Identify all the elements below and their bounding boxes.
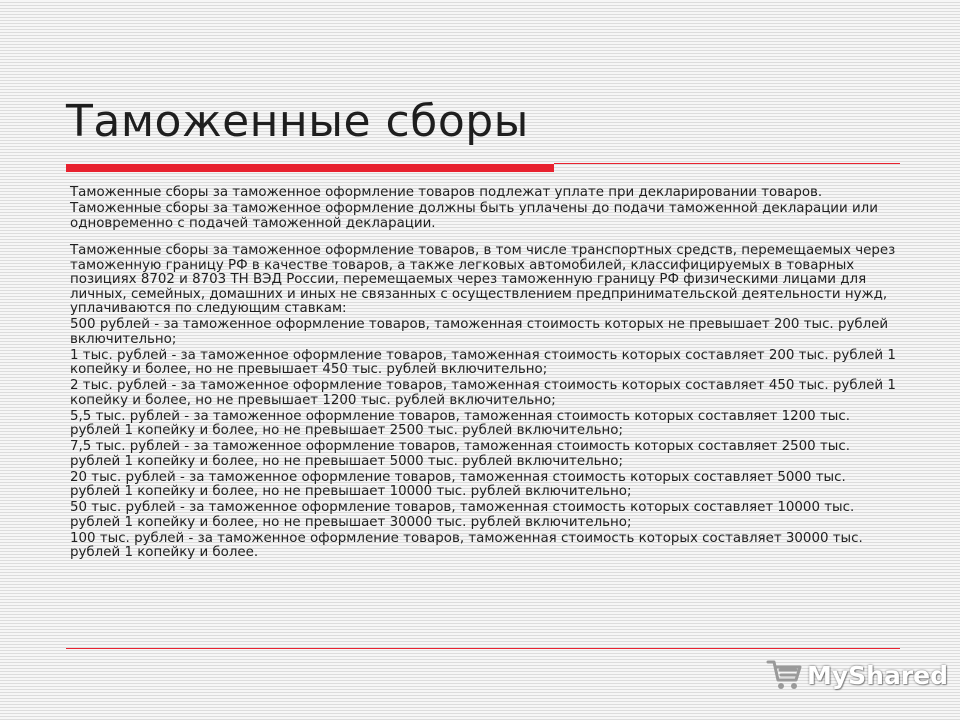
slide-title: Таможенные сборы [66, 96, 529, 147]
rate-item: 2 тыс. рублей - за таможенное оформление товаров, таможенная стоимость которых составляет 450 тыс. рублей 1 копейку и более, но не превышает 1200 тыс. рублей включительно; [70, 378, 896, 408]
rate-item: 5,5 тыс. рублей - за таможенное оформление товаров, таможенная стоимость которых составляет 1200 тыс. рублей 1 копейку и более, но не превышает 2500 тыс. рублей включительно; [70, 408, 850, 438]
title-underline-accent [66, 164, 554, 172]
paragraph-fee-scope: Таможенные сборы за таможенное оформление товаров, в том числе транспортных средств, перемещаемых через таможенную границу РФ в качестве товаров, а также легковых автомобилей, классифицируемых в товарных позициях 8702 и 8703 ТН ВЭД России, перемещаемых через таможенную границу РФ физическими лицами для личных, семейных, домашних и иных не связанных с осуществлением предпринимательской деятельности нужд, уплачиваются по следующим ставкам: [70, 243, 896, 316]
slide-body [70, 186, 900, 562]
rate-item: 1 тыс. рублей - за таможенное оформление товаров, таможенная стоимость которых составляет 200 тыс. рублей 1 копейку и более, но не превышает 450 тыс. рублей включительно; [70, 347, 896, 377]
rate-item: 500 рублей - за таможенное оформление товаров, таможенная стоимость которых не превышает 200 тыс. рублей включительно; [70, 317, 889, 347]
shopping-cart-icon [766, 658, 804, 692]
title-underline-thin [554, 163, 900, 164]
rate-item: 20 тыс. рублей - за таможенное оформление товаров, таможенная стоимость которых составляет 5000 тыс. рублей 1 копейку и более, но не превышает 10000 тыс. рублей включительно; [70, 469, 846, 499]
paragraph-fee-timing: Таможенные сборы за таможенное оформление должны быть уплачены до подачи таможенной декларации или одновременно с подачей таможенной декларации. [70, 201, 878, 231]
rate-item: 100 тыс. рублей - за таможенное оформление товаров, таможенная стоимость которых составляет 30000 тыс. рублей 1 копейку и более. [70, 530, 863, 560]
bottom-divider [66, 648, 900, 649]
rate-item: 50 тыс. рублей - за таможенное оформление товаров, таможенная стоимость которых составляет 10000 тыс. рублей 1 копейку и более, но не превышает 30000 тыс. рублей включительно; [70, 500, 855, 530]
watermark-logo [766, 657, 948, 693]
watermark-text: MyShared [807, 660, 949, 690]
rate-item: 7,5 тыс. рублей - за таможенное оформление товаров, таможенная стоимость которых составляет 2500 тыс. рублей 1 копейку и более, но не превышает 5000 тыс. рублей включительно; [70, 439, 850, 469]
paragraph-fee-payment: Таможенные сборы за таможенное оформление товаров подлежат уплате при декларировании товаров. [70, 185, 823, 200]
